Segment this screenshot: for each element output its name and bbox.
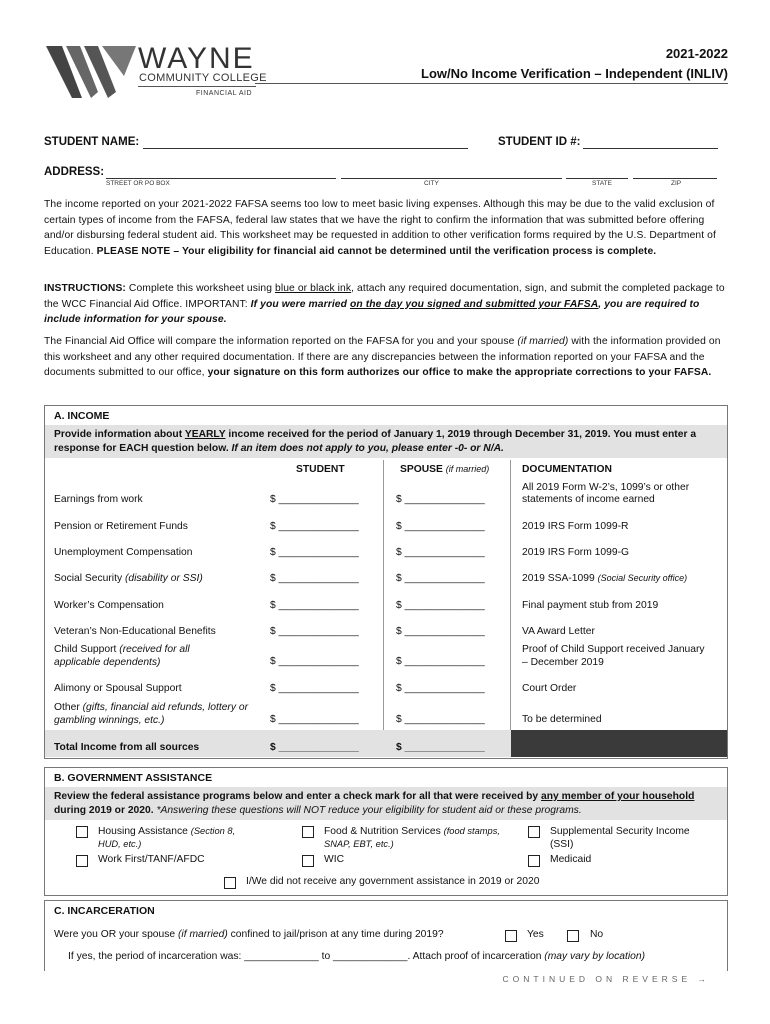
work-first-label: Work First/TANF/AFDC bbox=[98, 854, 205, 865]
incarceration-no-label: No bbox=[590, 929, 604, 940]
income-row-doc: All 2019 Form W-2’s, 1099’s or other statements of income earned bbox=[522, 482, 690, 505]
income-row-doc: 2019 IRS Form 1099-R bbox=[522, 521, 629, 532]
logo-divider bbox=[138, 86, 256, 87]
income-row-doc: Proof of Child Support received January – December 2019 bbox=[522, 644, 705, 668]
award-year: 2021-2022 bbox=[665, 46, 728, 61]
column-divider bbox=[510, 460, 511, 757]
wic-label: WIC bbox=[324, 854, 345, 865]
student-amount-field[interactable]: $ ______________ bbox=[270, 494, 359, 505]
spouse-total-field[interactable]: $ ______________ bbox=[396, 742, 485, 753]
spouse-amount-field[interactable]: $ ______________ bbox=[396, 494, 485, 505]
wcc-logo-mark bbox=[46, 46, 138, 98]
student-amount-field[interactable]: $ ______________ bbox=[270, 600, 359, 611]
zip-field[interactable] bbox=[633, 178, 717, 179]
street-caption: STREET OR PO BOX bbox=[106, 180, 170, 187]
spouse-amount-field[interactable]: $ ______________ bbox=[396, 656, 485, 667]
income-row-doc: VA Award Letter bbox=[522, 626, 595, 637]
income-row-doc: 2019 SSA-1099 (Social Security office) bbox=[522, 573, 688, 584]
incarceration-period[interactable]: If yes, the period of incarceration was: _____________ to _____________. Attach proof of incarceration (may vary by location) bbox=[68, 951, 645, 962]
total-income-label: Total Income from all sources bbox=[54, 742, 200, 753]
income-row-doc: Court Order bbox=[522, 683, 577, 694]
income-instructions: Provide information about YEARLY income received for the period of January 1, 2019 through December 31, 2019. You must enter a response for EACH question below. If an item does not apply to you, please enter -0- or N/A. bbox=[54, 429, 697, 454]
student-amount-field[interactable]: $ ______________ bbox=[270, 521, 359, 532]
income-row-doc: 2019 IRS Form 1099-G bbox=[522, 547, 630, 558]
total-row-shade bbox=[511, 730, 727, 757]
instructions-paragraph: INSTRUCTIONS: Complete this worksheet using blue or black ink, attach any required documentation, sign, and submit the completed package to the WCC Financial Aid Office. IMPORTANT: If you were married on the day you signed and submitted your FAFSA, you are required to include information for your spouse. bbox=[44, 283, 725, 326]
column-divider bbox=[383, 460, 384, 757]
student-name-label: STUDENT NAME: bbox=[44, 136, 140, 148]
college-subtitle: COMMUNITY COLLEGE bbox=[139, 72, 267, 84]
wic-checkbox[interactable] bbox=[302, 855, 314, 867]
incarceration-yes-checkbox[interactable] bbox=[505, 930, 517, 942]
student-amount-field[interactable]: $ ______________ bbox=[270, 656, 359, 667]
department-name: FINANCIAL AID bbox=[196, 90, 253, 97]
housing-assistance-label: Housing Assistance (Section 8, HUD, etc.) bbox=[98, 826, 236, 849]
state-caption: STATE bbox=[592, 180, 612, 187]
incarceration-question: Were you OR your spouse (if married) confined to jail/prison at any time during 2019? bbox=[54, 929, 444, 940]
spouse-amount-field[interactable]: $ ______________ bbox=[396, 626, 485, 637]
incarceration-yes-label: Yes bbox=[527, 929, 544, 940]
income-row-label: Alimony or Spousal Support bbox=[54, 683, 182, 694]
col-spouse: SPOUSE (if married) bbox=[400, 464, 490, 475]
spouse-amount-field[interactable]: $ ______________ bbox=[396, 683, 485, 694]
food-nutrition-checkbox[interactable] bbox=[302, 826, 314, 838]
student-amount-field[interactable]: $ ______________ bbox=[270, 573, 359, 584]
housing-assistance-checkbox[interactable] bbox=[76, 826, 88, 838]
col-student: STUDENT bbox=[296, 464, 345, 475]
income-row-label: Pension or Retirement Funds bbox=[54, 521, 188, 532]
student-amount-field[interactable]: $ ______________ bbox=[270, 626, 359, 637]
income-row-doc: To be determined bbox=[522, 714, 602, 725]
intro-paragraph: The income reported on your 2021-2022 FAFSA seems too low to meet basic living expenses. Although this may be due to the valid exclusion of certain types of income from the FAFSA, federal law states that we have the right to confirm the information that was submitted before offering and/or disbursing federal student aid. This worksheet may be requested in addition to other verification forms required by the U.S. Department of Education. PLEASE NOTE – Your eligibility for financial aid cannot be determined until the verification process is complete. bbox=[44, 199, 716, 257]
income-row-label: Worker’s Compensation bbox=[54, 600, 164, 611]
student-total-field[interactable]: $ ______________ bbox=[270, 742, 359, 753]
income-row-doc: Final payment stub from 2019 bbox=[522, 600, 659, 611]
incarceration-no-checkbox[interactable] bbox=[567, 930, 579, 942]
continued-on-reverse: CONTINUED ON REVERSE → bbox=[502, 974, 710, 984]
form-title: Low/No Income Verification – Independent (INLIV) bbox=[421, 66, 728, 81]
state-field[interactable] bbox=[566, 178, 628, 179]
gov-assistance-title: B. GOVERNMENT ASSISTANCE bbox=[54, 772, 213, 784]
student-name-field[interactable] bbox=[143, 148, 468, 149]
ssi-checkbox[interactable] bbox=[528, 826, 540, 838]
incarceration-title: C. INCARCERATION bbox=[54, 905, 155, 917]
work-first-checkbox[interactable] bbox=[76, 855, 88, 867]
student-amount-field[interactable]: $ ______________ bbox=[270, 714, 359, 725]
no-assistance-checkbox[interactable] bbox=[224, 877, 236, 889]
food-nutrition-label: Food & Nutrition Services (food stamps, SNAP, EBT, etc.) bbox=[324, 826, 500, 849]
college-name: WAYNE bbox=[138, 42, 255, 75]
spouse-amount-field[interactable]: $ ______________ bbox=[396, 600, 485, 611]
spouse-amount-field[interactable]: $ ______________ bbox=[396, 521, 485, 532]
no-assistance-label: I/We did not receive any government assistance in 2019 or 2020 bbox=[246, 876, 540, 887]
income-row-label: Child Support (received for all applicable dependents) bbox=[54, 644, 190, 668]
street-field[interactable] bbox=[106, 178, 336, 179]
income-title: A. INCOME bbox=[54, 410, 110, 422]
medicaid-checkbox[interactable] bbox=[528, 855, 540, 867]
student-id-field[interactable] bbox=[583, 148, 718, 149]
income-row-label: Earnings from work bbox=[54, 494, 143, 505]
income-row-label: Other (gifts, financial aid refunds, lottery or gambling winnings, etc.) bbox=[54, 702, 249, 726]
gov-instructions: Review the federal assistance programs below and enter a check mark for all that were received by any member of your household during 2019 or 2020. *Answering these questions will NOT reduce your eligibility for student aid or these programs. bbox=[54, 791, 695, 816]
spouse-amount-field[interactable]: $ ______________ bbox=[396, 547, 485, 558]
city-field[interactable] bbox=[341, 178, 562, 179]
income-row-label: Social Security (disability or SSI) bbox=[54, 573, 203, 584]
student-id-label: STUDENT ID #: bbox=[498, 136, 581, 148]
student-amount-field[interactable]: $ ______________ bbox=[270, 547, 359, 558]
medicaid-label: Medicaid bbox=[550, 854, 592, 865]
comparison-paragraph: The Financial Aid Office will compare the information reported on the FAFSA for you and your spouse (if married) with the information provided on this worksheet and any other required documentation. If there are any discrepancies between the information reported on your FAFSA and the documents submitted to our office, your signature on this form authorizes our office to make the appropriate corrections to your FAFSA. bbox=[44, 336, 721, 379]
income-row-label: Unemployment Compensation bbox=[54, 547, 193, 558]
student-amount-field[interactable]: $ ______________ bbox=[270, 683, 359, 694]
spouse-amount-field[interactable]: $ ______________ bbox=[396, 573, 485, 584]
income-row-label: Veteran’s Non-Educational Benefits bbox=[54, 626, 216, 637]
header-rule bbox=[255, 83, 728, 84]
spouse-amount-field[interactable]: $ ______________ bbox=[396, 714, 485, 725]
col-documentation: DOCUMENTATION bbox=[522, 464, 612, 475]
city-caption: CITY bbox=[424, 180, 439, 187]
zip-caption: ZIP bbox=[671, 180, 682, 187]
ssi-label: Supplemental Security Income (SSI) bbox=[550, 826, 690, 850]
address-label: ADDRESS: bbox=[44, 166, 105, 178]
